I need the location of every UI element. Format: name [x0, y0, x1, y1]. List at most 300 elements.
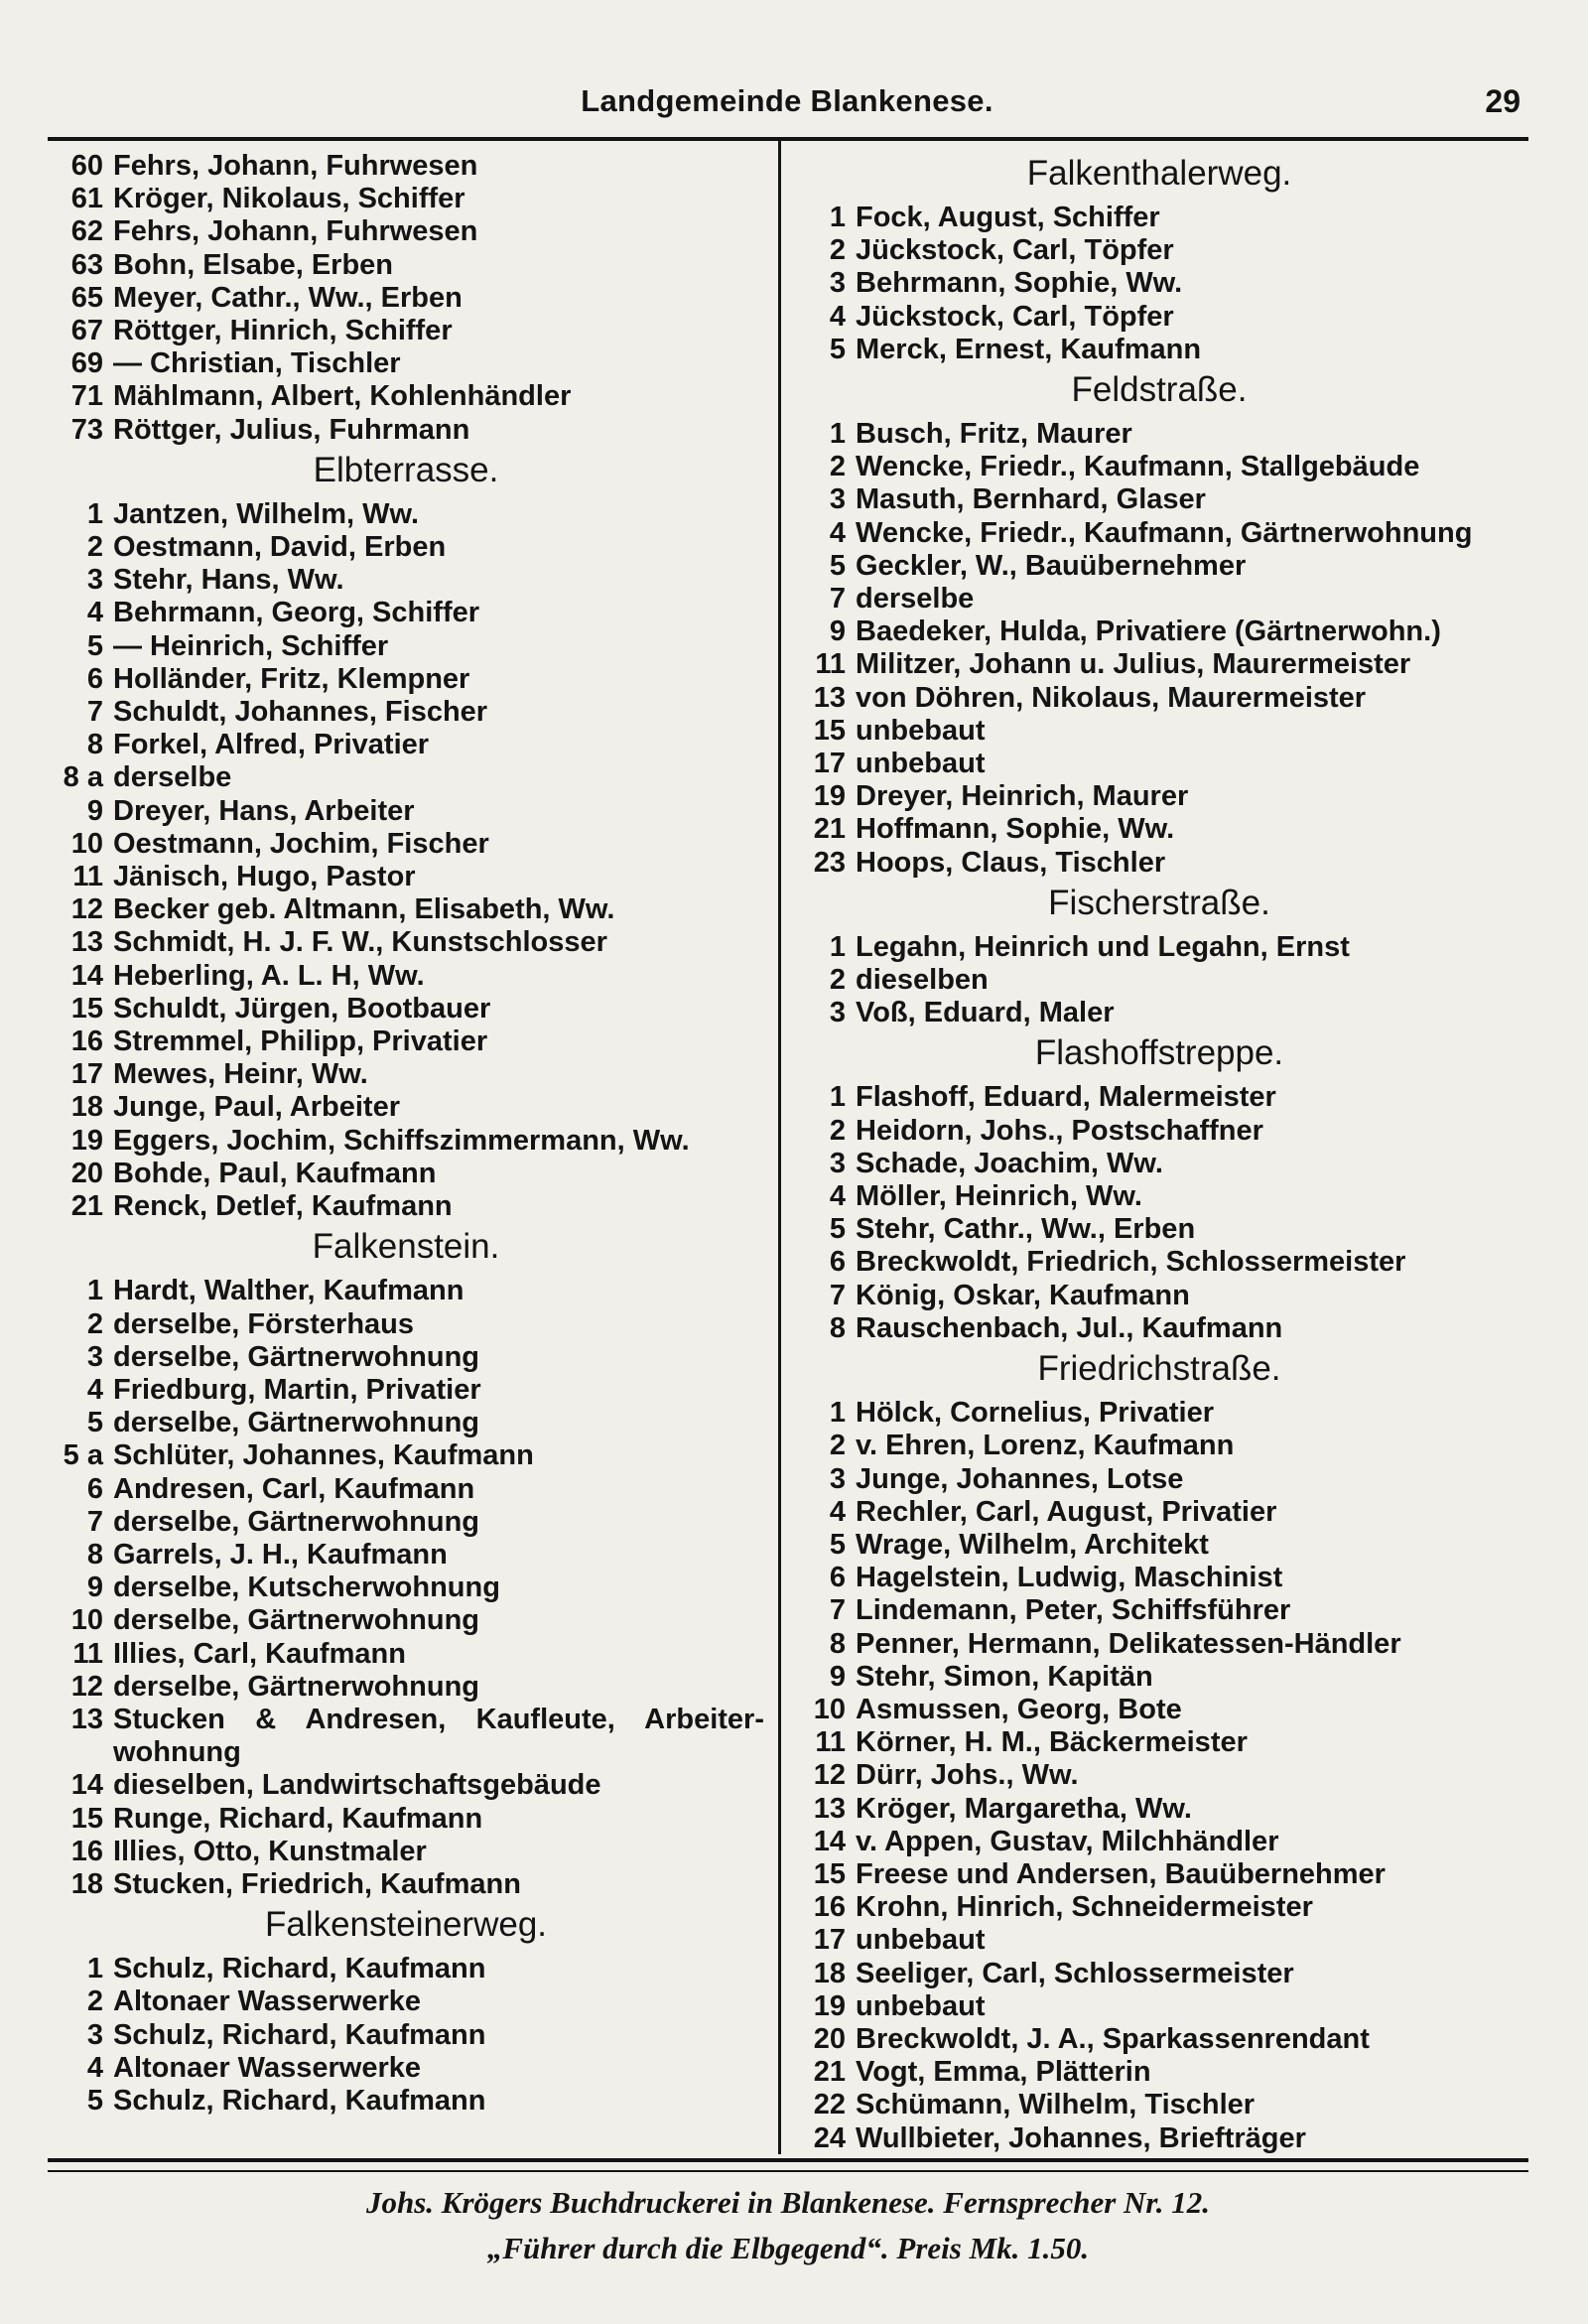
resident-text: Schade, Joachim, Ww.: [856, 1147, 1163, 1179]
right-column: [790, 150, 1528, 2155]
address-entry: [790, 483, 1528, 516]
address-entry: [790, 202, 1528, 234]
address-entry: [790, 715, 1528, 748]
resident-text: Meyer, Cathr., Ww., Erben: [113, 281, 463, 314]
address-entry: [790, 1312, 1528, 1345]
resident-text: Rechler, Carl, August, Privatier: [856, 1495, 1277, 1528]
address-entry: [790, 1115, 1528, 1148]
address-entry: [48, 1125, 764, 1158]
address-entry: [790, 1628, 1528, 1661]
address-entry: [790, 334, 1528, 366]
resident-text: Lindemann, Peter, Schiffsführer: [856, 1594, 1291, 1627]
resident-text: Eggers, Jochim, Schiffszimmermann, Ww.: [113, 1124, 690, 1157]
address-entry: [790, 234, 1528, 267]
house-number: 3: [829, 997, 846, 1029]
address-entry: [790, 267, 1528, 300]
resident-text: derselbe, Försterhaus: [113, 1307, 414, 1340]
address-entry: [48, 729, 764, 761]
resident-text: Jantzen, Wilhelm, Ww.: [113, 497, 420, 530]
printer-footer: [48, 2180, 1528, 2271]
house-number: 2: [829, 1114, 846, 1147]
house-number: 3: [86, 564, 103, 597]
resident-text: Seeliger, Carl, Schlossermeister: [856, 1957, 1294, 1989]
resident-text: v. Appen, Gustav, Milchhändler: [856, 1825, 1279, 1857]
resident-text: Oestmann, Jochim, Fischer: [113, 827, 489, 860]
resident-text: Stehr, Hans, Ww.: [113, 564, 344, 597]
resident-text: unbebaut: [856, 714, 986, 747]
resident-text: Fock, August, Schiffer: [856, 202, 1160, 233]
address-entry: [48, 249, 764, 282]
resident-text: Vogt, Emma, Plätterin: [856, 2056, 1151, 2089]
resident-text: Asmussen, Georg, Bote: [856, 1693, 1182, 1725]
resident-text: derselbe, Kutscherwohnung: [113, 1572, 500, 1604]
resident-text: Masuth, Bernhard, Glaser: [856, 483, 1206, 516]
address-entry: [790, 1280, 1528, 1312]
address-entry: [48, 531, 764, 564]
house-number: 1: [86, 1275, 103, 1307]
running-title: Landgemeinde Blankenese.: [581, 83, 993, 118]
house-number: 67: [70, 315, 103, 347]
address-entry: [48, 380, 764, 413]
resident-text: Breckwoldt, J. A., Sparkassenrendant: [856, 2022, 1370, 2055]
resident-text: derselbe, Gärtnerwohnung: [113, 1505, 479, 1538]
house-number: 5: [829, 1213, 846, 1246]
resident-text: Heberling, A. L. H, Ww.: [113, 959, 425, 992]
address-entry: [790, 1463, 1528, 1496]
resident-text: Dürr, Johs., Ww.: [856, 1759, 1079, 1792]
house-number: 23: [813, 846, 846, 879]
resident-text: Röttger, Hinrich, Schiffer: [113, 315, 453, 347]
footer-rule: [48, 2158, 1528, 2162]
house-number: 11: [72, 1637, 103, 1670]
house-number: 1: [829, 202, 846, 233]
resident-text: Jückstock, Carl, Töpfer: [856, 300, 1174, 333]
resident-text: Junge, Johannes, Lotse: [856, 1462, 1184, 1495]
resident-text: Schümann, Wilhelm, Tischler: [856, 2089, 1256, 2121]
address-entry: [48, 1091, 764, 1124]
house-number: 15: [813, 1857, 846, 1890]
resident-text: Wencke, Friedr., Kaufmann, Gärtnerwohnung: [856, 516, 1473, 549]
address-entry: [790, 1858, 1528, 1891]
house-number: 6: [86, 662, 103, 695]
address-entry: [48, 630, 764, 663]
address-entry: [48, 828, 764, 861]
address-entry: [48, 2052, 764, 2085]
resident-text: Altonaer Wasserwerke: [113, 1985, 422, 2018]
resident-text: Krohn, Hinrich, Schneidermeister: [856, 1891, 1313, 1924]
house-number: 8: [86, 1538, 103, 1571]
address-entry: [48, 1604, 764, 1637]
address-entry: [790, 1594, 1528, 1627]
address-entry: [48, 1058, 764, 1091]
address-entry: [48, 2019, 764, 2052]
address-entry: [48, 1158, 764, 1190]
resident-text: Illies, Otto, Kunstmaler: [113, 1835, 427, 1867]
address-entry: [790, 451, 1528, 483]
house-number: 2: [829, 964, 846, 997]
address-entry: [48, 795, 764, 828]
address-entry: [48, 597, 764, 629]
street-heading: Falkenthalerweg.: [1026, 154, 1292, 193]
address-entry: [48, 1868, 764, 1901]
resident-text: Renck, Detlef, Kaufmann: [113, 1190, 453, 1223]
resident-text: unbebaut: [856, 748, 986, 780]
address-entry: [48, 1308, 764, 1341]
resident-text: v. Ehren, Lorenz, Kaufmann: [856, 1430, 1235, 1462]
house-number: 8: [86, 729, 103, 761]
resident-text: Friedburg, Martin, Privatier: [113, 1373, 481, 1406]
house-number: 9: [829, 1660, 846, 1693]
address-entry: [790, 2122, 1528, 2155]
address-entry: [790, 813, 1528, 846]
house-number: 2: [86, 1307, 103, 1340]
resident-text: Wencke, Friedr., Kaufmann, Stallgebäude: [856, 451, 1420, 483]
left-column: [48, 150, 764, 2118]
resident-text: Illies, Carl, Kaufmann: [113, 1637, 406, 1670]
address-entry: [790, 2089, 1528, 2121]
address-entry: [790, 1246, 1528, 1279]
address-entry: [790, 748, 1528, 780]
address-entry: [790, 847, 1528, 880]
house-number: 60: [70, 150, 103, 182]
address-entry: [790, 648, 1528, 681]
address-entry: [48, 282, 764, 315]
address-entry: [790, 1081, 1528, 1114]
address-entry: [48, 1407, 764, 1439]
address-entry: [48, 414, 764, 447]
house-number: 21: [70, 1190, 103, 1223]
house-number: 62: [70, 215, 103, 248]
street-heading: Falkensteinerweg.: [264, 1905, 548, 1945]
address-entry: [48, 1572, 764, 1604]
address-entry: [48, 1671, 764, 1704]
house-number: 17: [813, 748, 846, 780]
resident-text: Mählmann, Albert, Kohlenhändler: [113, 380, 572, 413]
house-number: 17: [70, 1058, 103, 1091]
resident-text: dieselben, Landwirtschaftsgebäude: [113, 1769, 601, 1802]
address-entry: [790, 682, 1528, 715]
house-number: 7: [829, 583, 846, 615]
house-number: 12: [813, 1759, 846, 1792]
resident-text: Stremmel, Philipp, Privatier: [113, 1025, 488, 1058]
address-entry: [48, 1025, 764, 1058]
address-entry: [790, 583, 1528, 615]
house-number: 10: [70, 827, 103, 860]
address-entry: [48, 1275, 764, 1307]
address-entry: [48, 498, 764, 531]
footer-rule-thin: [48, 2170, 1528, 2172]
address-entry: [48, 347, 764, 380]
resident-text: Bohn, Elsabe, Erben: [113, 248, 393, 281]
resident-text: Runge, Richard, Kaufmann: [113, 1802, 483, 1835]
house-number: 65: [70, 281, 103, 314]
resident-text: derselbe, Gärtnerwohnung: [113, 1340, 479, 1373]
address-entry: [790, 1529, 1528, 1562]
resident-text: Freese und Andersen, Bauübernehmer: [856, 1857, 1386, 1890]
house-number: 10: [70, 1604, 103, 1637]
house-number: 7: [829, 1279, 846, 1311]
house-number: 4: [829, 1495, 846, 1528]
address-entry: [790, 931, 1528, 964]
house-number: 69: [70, 347, 103, 380]
resident-text: Bohde, Paul, Kaufmann: [113, 1157, 437, 1189]
resident-text: Geckler, W., Bauübernehmer: [856, 549, 1247, 582]
house-number: 1: [829, 930, 846, 963]
resident-text: Militzer, Johann u. Julius, Maurermeister: [856, 648, 1411, 681]
resident-text: Flashoff, Eduard, Malermeister: [856, 1081, 1276, 1114]
house-number: 3: [829, 1147, 846, 1179]
house-number: 11: [815, 1726, 846, 1759]
address-entry: [790, 1661, 1528, 1694]
address-entry: [790, 1430, 1528, 1462]
resident-text: — Christian, Tischler: [113, 347, 401, 380]
address-entry: [790, 517, 1528, 550]
house-number: 14: [70, 1769, 103, 1802]
street-heading: Fischerstraße.: [1048, 883, 1270, 922]
house-number: 20: [813, 2022, 846, 2055]
footer-guide-line: „Führer durch die Elbgegend“. Preis Mk. 1.50.: [486, 2231, 1090, 2265]
resident-text: König, Oskar, Kaufmann: [856, 1279, 1190, 1311]
house-number: 3: [829, 483, 846, 516]
address-entry: [48, 960, 764, 993]
resident-text: Fehrs, Johann, Fuhrwesen: [113, 215, 478, 248]
address-entry: [48, 1539, 764, 1572]
street-heading: Falkenstein.: [312, 1227, 500, 1267]
street-heading: Elbterrasse.: [313, 450, 499, 489]
resident-text: derselbe: [856, 583, 975, 615]
house-number: 13: [70, 926, 103, 959]
resident-text: Junge, Paul, Arbeiter: [113, 1091, 400, 1124]
address-entry: [48, 663, 764, 696]
resident-text: Hoffmann, Sophie, Ww.: [856, 813, 1175, 846]
house-number: 3: [86, 2018, 103, 2051]
house-number: 16: [70, 1835, 103, 1867]
resident-text: Wrage, Wilhelm, Architekt: [856, 1528, 1209, 1561]
resident-text: Penner, Hermann, Delikatessen-Händler: [856, 1627, 1401, 1660]
house-number: 15: [70, 1802, 103, 1835]
resident-text: derselbe, Gärtnerwohnung: [113, 1407, 479, 1439]
resident-text: Busch, Fritz, Maurer: [856, 418, 1132, 451]
house-number: 18: [70, 1867, 103, 1900]
house-number: 5: [86, 2084, 103, 2117]
house-number: 18: [813, 1957, 846, 1989]
address-entry: [48, 1985, 764, 2018]
address-entry: [48, 893, 764, 926]
house-number: 17: [813, 1924, 846, 1957]
house-number: 4: [829, 516, 846, 549]
address-entry: [48, 1341, 764, 1374]
house-number: 12: [70, 893, 103, 926]
house-number: 73: [70, 413, 103, 446]
street-heading: Flashoffstreppe.: [1034, 1033, 1284, 1073]
address-entry: [790, 615, 1528, 648]
resident-text: Hagelstein, Ludwig, Maschinist: [856, 1562, 1283, 1594]
house-number: 4: [86, 2051, 103, 2084]
house-number: 14: [813, 1825, 846, 1857]
resident-text: Stehr, Cathr., Ww., Erben: [856, 1213, 1196, 1246]
resident-text: Becker geb. Altmann, Elisabeth, Ww.: [113, 893, 615, 926]
page-number: 29: [1485, 83, 1521, 119]
house-number: 15: [70, 992, 103, 1025]
resident-text: unbebaut: [856, 1924, 986, 1957]
address-entry: [790, 1213, 1528, 1246]
address-entry: [790, 1397, 1528, 1430]
resident-text: Legahn, Heinrich und Legahn, Ernst: [856, 930, 1350, 963]
address-entry: [790, 1990, 1528, 2023]
resident-text: Stucken & Andresen, Kaufleute, Arbeiter-wohnung: [113, 1703, 764, 1769]
page-header: [48, 83, 1526, 133]
house-number: 10: [813, 1693, 846, 1725]
resident-text: Rauschenbach, Jul., Kaufmann: [856, 1311, 1283, 1344]
house-number: 11: [72, 861, 103, 893]
house-number: 5: [829, 333, 846, 365]
house-number: 1: [86, 1953, 103, 1985]
address-entry: [48, 1953, 764, 1985]
house-number: 19: [813, 1989, 846, 2022]
address-entry: [790, 1891, 1528, 1924]
resident-text: Kröger, Margaretha, Ww.: [856, 1792, 1192, 1825]
resident-text: Merck, Ernest, Kaufmann: [856, 333, 1202, 365]
address-entry: [48, 1769, 764, 1802]
house-number: 19: [813, 780, 846, 813]
house-number: 13: [813, 1792, 846, 1825]
house-number: 2: [829, 1430, 846, 1462]
resident-text: Behrmann, Georg, Schiffer: [113, 597, 480, 629]
address-entry: [790, 1958, 1528, 1990]
house-number: 71: [70, 380, 103, 413]
resident-text: Holländer, Fritz, Klempner: [113, 662, 470, 695]
address-entry: [48, 1190, 764, 1223]
resident-text: Behrmann, Sophie, Ww.: [856, 267, 1183, 300]
house-number: 4: [86, 597, 103, 629]
resident-text: Schuldt, Johannes, Fischer: [113, 696, 488, 729]
header-rule: [48, 137, 1528, 141]
resident-text: Hoops, Claus, Tischler: [856, 846, 1166, 879]
street-heading: Friedrichstraße.: [1037, 1349, 1281, 1389]
address-entry: [790, 1562, 1528, 1594]
house-number: 2: [86, 531, 103, 564]
house-number: 5: [86, 1407, 103, 1439]
address-entry: [48, 1506, 764, 1539]
address-entry: [48, 993, 764, 1025]
resident-text: derselbe, Gärtnerwohnung: [113, 1604, 479, 1637]
house-number: 9: [86, 1572, 103, 1604]
address-entry: [48, 150, 764, 183]
resident-text: Jückstock, Carl, Töpfer: [856, 234, 1174, 267]
house-number: 24: [813, 2121, 846, 2154]
resident-text: Dreyer, Heinrich, Maurer: [856, 780, 1189, 813]
address-entry: [48, 183, 764, 215]
resident-text: unbebaut: [856, 1989, 986, 2022]
address-entry: [48, 315, 764, 347]
house-number: 15: [813, 714, 846, 747]
resident-text: Jänisch, Hugo, Pastor: [113, 861, 416, 893]
resident-text: Wullbieter, Johannes, Briefträger: [856, 2121, 1306, 2154]
address-entry: [790, 1759, 1528, 1792]
house-number: 1: [86, 497, 103, 530]
address-entry: [48, 1473, 764, 1506]
resident-text: Garrels, J. H., Kaufmann: [113, 1538, 448, 1571]
resident-text: Schlüter, Johannes, Kaufmann: [113, 1439, 534, 1472]
house-number: 63: [70, 248, 103, 281]
resident-text: Schulz, Richard, Kaufmann: [113, 1953, 486, 1985]
house-number: 7: [86, 1505, 103, 1538]
house-number: 5: [829, 1528, 846, 1561]
address-entry: [790, 418, 1528, 451]
house-number: 61: [70, 183, 103, 215]
address-entry: [790, 550, 1528, 583]
house-number: 18: [70, 1091, 103, 1124]
house-number: 21: [813, 813, 846, 846]
house-number: 2: [829, 234, 846, 267]
house-number: 14: [70, 959, 103, 992]
house-number: 8: [829, 1311, 846, 1344]
house-number: 21: [813, 2056, 846, 2089]
house-number: 8 a: [63, 761, 103, 794]
address-entry: [790, 1694, 1528, 1726]
resident-text: Schmidt, H. J. F. W., Kunstschlosser: [113, 926, 607, 959]
address-entry: [48, 761, 764, 794]
street-heading: Feldstraße.: [1071, 370, 1248, 410]
resident-text: Altonaer Wasserwerke: [113, 2051, 422, 2084]
address-entry: [790, 1496, 1528, 1529]
address-entry: [790, 1826, 1528, 1858]
house-number: 6: [829, 1246, 846, 1279]
address-entry: [790, 780, 1528, 813]
house-number: 1: [829, 418, 846, 451]
house-number: 3: [829, 1462, 846, 1495]
house-number: 22: [813, 2089, 846, 2121]
resident-text: — Heinrich, Schiffer: [113, 629, 389, 662]
address-entry: [48, 1836, 764, 1868]
house-number: 8: [829, 1627, 846, 1660]
house-number: 4: [86, 1373, 103, 1406]
resident-text: Dreyer, Hans, Arbeiter: [113, 794, 415, 827]
resident-text: Andresen, Carl, Kaufmann: [113, 1472, 475, 1505]
resident-text: derselbe, Gärtnerwohnung: [113, 1670, 479, 1703]
resident-text: Mewes, Heinr, Ww.: [113, 1058, 368, 1091]
house-number: 16: [70, 1025, 103, 1058]
address-entry: [48, 2085, 764, 2118]
house-number: 4: [829, 300, 846, 333]
address-entry: [48, 861, 764, 893]
resident-text: Heidorn, Johs., Postschaffner: [856, 1114, 1263, 1147]
house-number: 6: [829, 1562, 846, 1594]
address-entry: [48, 215, 764, 248]
house-number: 2: [86, 1985, 103, 2018]
resident-text: Forkel, Alfred, Privatier: [113, 729, 430, 761]
house-number: 7: [829, 1594, 846, 1627]
resident-text: Hardt, Walther, Kaufmann: [113, 1275, 464, 1307]
house-number: 9: [86, 794, 103, 827]
resident-text: Körner, H. M., Bäckermeister: [856, 1726, 1248, 1759]
resident-text: Stucken, Friedrich, Kaufmann: [113, 1867, 521, 1900]
house-number: 1: [829, 1081, 846, 1114]
address-entry: [48, 1374, 764, 1407]
address-entry: [790, 301, 1528, 334]
address-entry: [48, 696, 764, 729]
address-entry: [48, 1638, 764, 1671]
resident-text: Schulz, Richard, Kaufmann: [113, 2018, 486, 2051]
house-number: 7: [86, 696, 103, 729]
resident-text: Baedeker, Hulda, Privatiere (Gärtnerwohn.): [856, 615, 1441, 648]
house-number: 5: [86, 629, 103, 662]
house-number: 12: [70, 1670, 103, 1703]
house-number: 3: [829, 267, 846, 300]
address-entry: [48, 1439, 764, 1472]
column-divider: [778, 141, 781, 2154]
house-number: 13: [70, 1703, 103, 1735]
